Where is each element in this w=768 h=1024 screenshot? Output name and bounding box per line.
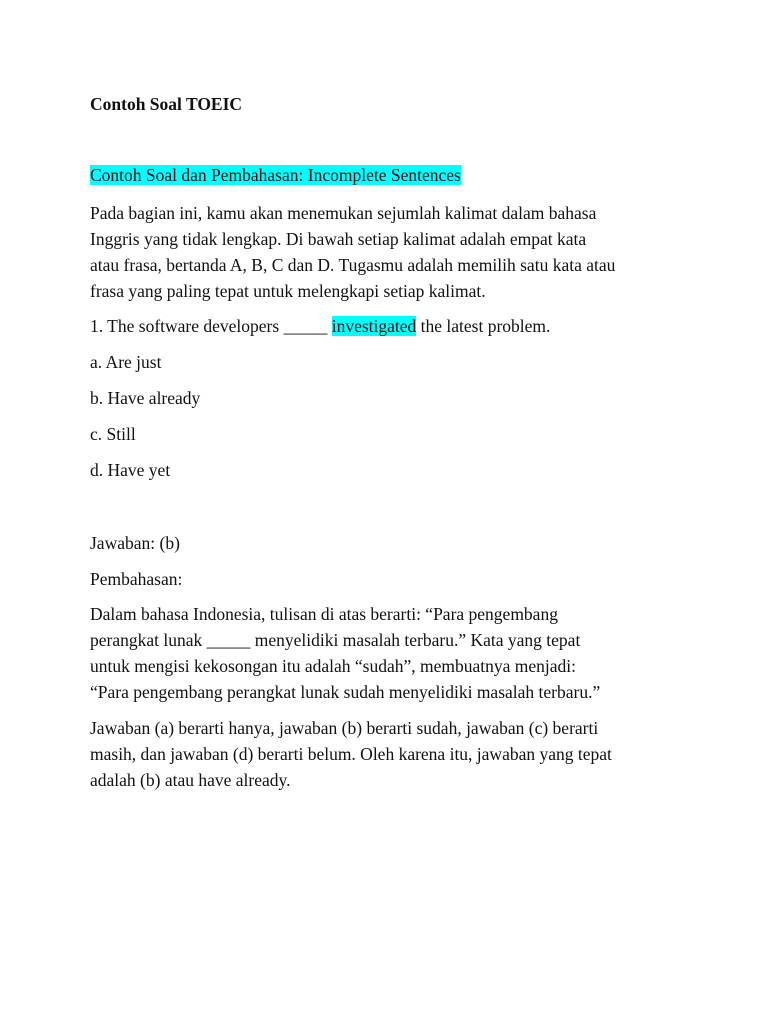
- discussion-line: untuk mengisi kekosongan itu adalah “sudah”, membuatnya menjadi:: [90, 656, 576, 676]
- option-d: d. Have yet: [90, 460, 171, 480]
- question-highlight: investigated: [331, 316, 417, 336]
- option-b: b. Have already: [90, 388, 201, 408]
- option-c: c. Still: [90, 424, 136, 444]
- conclusion-line: Jawaban (a) berarti hanya, jawaban (b) berarti sudah, jawaban (c) berarti: [90, 718, 599, 738]
- intro-line: frasa yang paling tepat untuk melengkapi setiap kalimat.: [90, 281, 486, 301]
- discussion-paragraph: [90, 601, 680, 705]
- discussion-label: Pembahasan:: [90, 569, 183, 589]
- intro-line: atau frasa, bertanda A, B, C dan D. Tugasmu adalah memilih satu kata atau: [90, 255, 616, 275]
- question-1: [90, 313, 550, 339]
- discussion-line: Dalam bahasa Indonesia, tulisan di atas berarti: “Para pengembang: [90, 604, 558, 624]
- section-heading-highlight: Contoh Soal dan Pembahasan: Incomplete Sentences: [90, 165, 461, 185]
- section-heading: [90, 162, 461, 188]
- question-suffix: the latest problem.: [416, 316, 551, 336]
- discussion-line: perangkat lunak _____ menyelidiki masalah terbaru.” Kata yang tepat: [90, 630, 581, 650]
- conclusion-line: masih, dan jawaban (d) berarti belum. Oleh karena itu, jawaban yang tepat: [90, 744, 612, 764]
- conclusion-paragraph: [90, 715, 680, 793]
- answer-line: Jawaban: (b): [90, 533, 180, 553]
- document-title: Contoh Soal TOEIC: [90, 94, 243, 114]
- discussion-line: “Para pengembang perangkat lunak sudah menyelidiki masalah terbaru.”: [90, 682, 601, 702]
- intro-line: Pada bagian ini, kamu akan menemukan sejumlah kalimat dalam bahasa: [90, 203, 597, 223]
- conclusion-line: adalah (b) atau have already.: [90, 770, 291, 790]
- question-prefix: 1. The software developers _____: [90, 316, 332, 336]
- intro-paragraph: [90, 200, 680, 304]
- intro-line: Inggris yang tidak lengkap. Di bawah setiap kalimat adalah empat kata: [90, 229, 587, 249]
- option-a: a. Are just: [90, 352, 162, 372]
